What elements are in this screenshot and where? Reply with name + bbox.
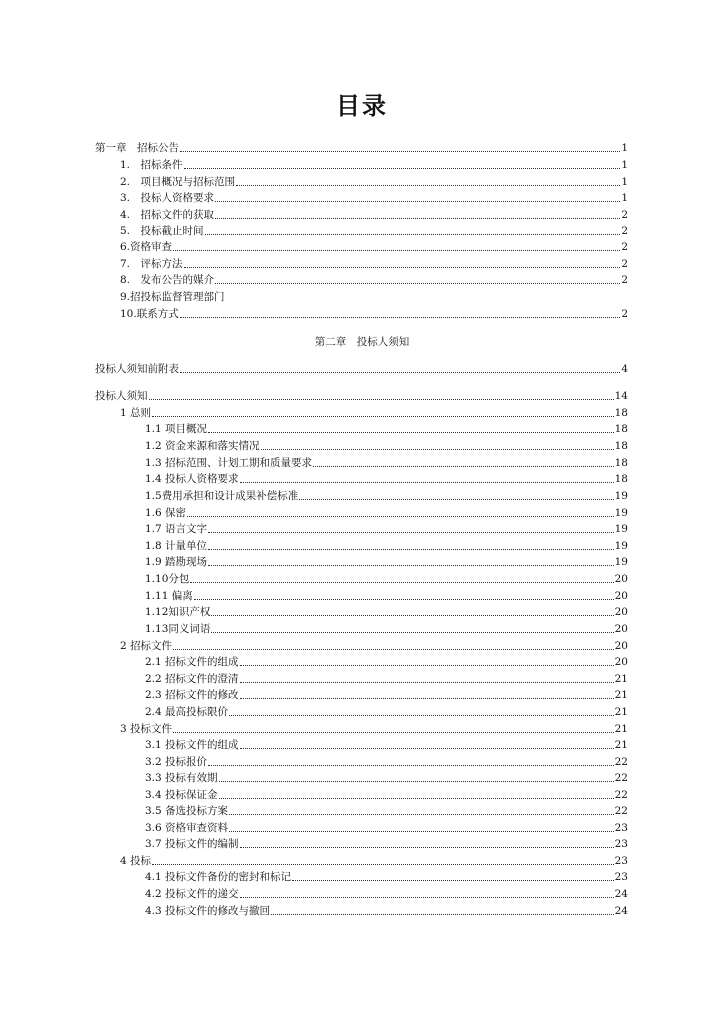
- leader-dots: [173, 732, 614, 733]
- toc-entry-text: 1.11 偏离: [145, 590, 193, 602]
- toc-entry-page: 21: [614, 673, 628, 685]
- leader-dots: [236, 185, 620, 186]
- toc-entry[interactable]: [145, 555, 628, 569]
- toc-entry-page: 21: [614, 689, 628, 701]
- toc-entry[interactable]: [120, 191, 628, 205]
- toc-entry[interactable]: [120, 854, 628, 868]
- toc-entry-text: 4 投标: [120, 855, 152, 867]
- toc-entry[interactable]: [145, 821, 628, 835]
- toc-entry-text: 1.6 保密: [145, 507, 187, 519]
- toc-entry-text: 第一章 招标公告: [95, 142, 179, 154]
- toc-entry[interactable]: [145, 422, 628, 436]
- leader-dots: [240, 897, 614, 898]
- leader-dots: [313, 466, 614, 467]
- leader-dots: [205, 234, 621, 235]
- toc-entry-page: 4: [621, 363, 628, 375]
- leader-dots: [292, 880, 614, 881]
- toc-entry-page: 22: [614, 805, 628, 817]
- leader-dots: [211, 615, 613, 616]
- leader-dots: [180, 372, 620, 373]
- toc-entry[interactable]: [120, 257, 628, 271]
- toc-entry-page: 19: [614, 540, 628, 552]
- toc-entry-text: 3. 投标人资格要求: [120, 192, 215, 204]
- leader-dots: [194, 599, 614, 600]
- leader-dots: [299, 499, 613, 500]
- toc-entry-page: 20: [614, 573, 628, 585]
- toc-entry-page: 19: [614, 490, 628, 502]
- toc-entry-page: 18: [614, 440, 628, 452]
- toc-entry-text: 1.4 投标人资格要求: [145, 473, 239, 485]
- toc-entry[interactable]: [145, 539, 628, 553]
- leader-dots: [240, 698, 614, 699]
- leader-dots: [215, 218, 620, 219]
- toc-entry-text: 1. 招标条件: [120, 159, 183, 171]
- toc-entry-text: 4.3 投标文件的修改与撤回: [145, 905, 271, 917]
- toc-entry-text: 1.5费用承担和设计成果补偿标准: [145, 490, 299, 502]
- toc-entry-text: 1 总则: [120, 407, 152, 419]
- toc-entry[interactable]: [120, 722, 628, 736]
- toc-entry[interactable]: [145, 755, 628, 769]
- toc-entry[interactable]: [145, 837, 628, 851]
- toc-entry[interactable]: [120, 307, 628, 321]
- toc-entry-text: 1.1 项目概况: [145, 423, 208, 435]
- toc-entry-page: 21: [614, 723, 628, 735]
- toc-entry-text: 2.2 招标文件的澄清: [145, 673, 239, 685]
- toc-entry-text: 3.2 投标报价: [145, 756, 208, 768]
- toc-entry-text: 3.1 投标文件的组成: [145, 739, 239, 751]
- toc-entry[interactable]: [145, 439, 628, 453]
- toc-entry-text: 2 招标文件: [120, 640, 173, 652]
- toc-entry[interactable]: [145, 655, 628, 669]
- toc-entry-text: 1.10分包: [145, 573, 190, 585]
- toc-entry-page: 20: [614, 606, 628, 618]
- toc-entry-page: 1: [621, 142, 628, 154]
- toc-entry[interactable]: [120, 639, 628, 653]
- toc-entry-page: 1: [621, 192, 628, 204]
- leader-dots: [180, 317, 621, 318]
- leader-dots: [211, 632, 613, 633]
- toc-entry-text: 3.3 投标有效期: [145, 772, 218, 784]
- toc-entry[interactable]: [145, 605, 628, 619]
- leader-dots: [240, 665, 614, 666]
- toc-entry-page: 14: [614, 390, 628, 402]
- leader-dots: [173, 649, 614, 650]
- leader-dots: [173, 250, 620, 251]
- toc-entry-text: 5. 投标截止时间: [120, 225, 204, 237]
- toc-entry-text: 4.1 投标文件备份的密封和标记: [145, 871, 292, 883]
- toc-entry-page: 2: [621, 258, 628, 270]
- toc-entry-page: 21: [614, 739, 628, 751]
- toc-entry[interactable]: [145, 472, 628, 486]
- toc-entry[interactable]: [145, 688, 628, 702]
- toc-entry[interactable]: [145, 788, 628, 802]
- leader-dots: [240, 847, 614, 848]
- leader-dots: [187, 516, 614, 517]
- toc-entry-text: 2. 项目概况与招标范围: [120, 176, 236, 188]
- toc-entry-page: 18: [614, 457, 628, 469]
- leader-dots: [215, 283, 620, 284]
- toc-entry-page: 23: [614, 855, 628, 867]
- toc-entry-text: 1.13同义词语: [145, 623, 211, 635]
- toc-entry[interactable]: [120, 224, 628, 238]
- page-title: 目录: [336, 92, 388, 120]
- chapter-heading: 第二章 投标人须知: [314, 336, 410, 348]
- toc-entry-page: 24: [614, 888, 628, 900]
- leader-dots: [190, 582, 613, 583]
- leader-dots: [208, 432, 614, 433]
- toc-entry[interactable]: [95, 141, 628, 155]
- toc-entry-page: 18: [614, 407, 628, 419]
- toc-entry[interactable]: [145, 522, 628, 536]
- toc-entry[interactable]: [145, 887, 628, 901]
- toc-entry-page: 22: [614, 789, 628, 801]
- toc-entry[interactable]: [120, 290, 225, 304]
- toc-entry-text: 投标人须知前附表: [95, 363, 179, 375]
- toc-entry-page: 20: [614, 623, 628, 635]
- toc-entry[interactable]: [95, 389, 628, 403]
- toc-entry-text: 6.资格审查: [120, 241, 173, 253]
- leader-dots: [261, 449, 614, 450]
- toc-entry-page: 1: [621, 159, 628, 171]
- toc-entry-text: 1.12知识产权: [145, 606, 211, 618]
- toc-entry-text: 8. 发布公告的媒介: [120, 274, 215, 286]
- toc-entry-text: 10.联系方式: [120, 308, 179, 320]
- toc-entry[interactable]: [145, 672, 628, 686]
- toc-entry[interactable]: [120, 273, 628, 287]
- leader-dots: [240, 682, 614, 683]
- leader-dots: [149, 399, 614, 400]
- leader-dots: [229, 814, 614, 815]
- toc-entry-page: 20: [614, 656, 628, 668]
- leader-dots: [240, 482, 614, 483]
- toc-entry-text: 2.3 招标文件的修改: [145, 689, 239, 701]
- leader-dots: [240, 748, 614, 749]
- toc-entry-page: 23: [614, 871, 628, 883]
- toc-entry-page: 20: [614, 590, 628, 602]
- toc-entry-page: 2: [621, 274, 628, 286]
- toc-entry-text: 1.8 计量单位: [145, 540, 208, 552]
- toc-entry-page: 1: [621, 176, 628, 188]
- leader-dots: [152, 864, 614, 865]
- toc-entry[interactable]: [145, 904, 628, 918]
- toc-entry-text: 3 投标文件: [120, 723, 173, 735]
- toc-entry-page: 24: [614, 905, 628, 917]
- toc-entry[interactable]: [120, 208, 628, 222]
- toc-entry[interactable]: [120, 406, 628, 420]
- toc-entry-text: 1.7 语言文字: [145, 523, 208, 535]
- toc-entry-page: 21: [614, 706, 628, 718]
- toc-entry-page: 23: [614, 822, 628, 834]
- toc-entry[interactable]: [145, 489, 628, 503]
- toc-entry[interactable]: [95, 362, 628, 376]
- leader-dots: [184, 168, 621, 169]
- toc-entry-page: 18: [614, 423, 628, 435]
- leader-dots: [271, 914, 614, 915]
- toc-entry[interactable]: [145, 456, 628, 470]
- toc-entry-page: 23: [614, 838, 628, 850]
- toc-entry-page: 22: [614, 756, 628, 768]
- leader-dots: [215, 201, 620, 202]
- toc-entry-page: 19: [614, 523, 628, 535]
- toc-entry-text: 1.9 踏勘现场: [145, 556, 208, 568]
- toc-entry-page: 22: [614, 772, 628, 784]
- toc-entry-page: 19: [614, 556, 628, 568]
- leader-dots: [208, 765, 614, 766]
- toc-entry[interactable]: [145, 622, 628, 636]
- toc-entry-text: 7. 评标方法: [120, 258, 183, 270]
- toc-entry-text: 3.5 备选投标方案: [145, 805, 229, 817]
- leader-dots: [229, 715, 614, 716]
- toc-entry-text: 1.2 资金来源和落实情况: [145, 440, 260, 452]
- toc-entry-text: 3.6 资格审查资料: [145, 822, 229, 834]
- toc-entry-page: 2: [621, 225, 628, 237]
- toc-entry[interactable]: [145, 804, 628, 818]
- toc-entry[interactable]: [145, 572, 628, 586]
- leader-dots: [208, 532, 614, 533]
- toc-entry-page: 2: [621, 308, 628, 320]
- toc-entry[interactable]: [145, 870, 628, 884]
- toc-entry-text: 2.4 最高投标限价: [145, 706, 229, 718]
- toc-entry-text: 1.3 招标范围、计划工期和质量要求: [145, 457, 313, 469]
- toc-entry[interactable]: [145, 705, 628, 719]
- leader-dots: [219, 798, 614, 799]
- toc-entry-page: 2: [621, 241, 628, 253]
- toc-entry-text: 3.7 投标文件的编制: [145, 838, 239, 850]
- toc-entry[interactable]: [145, 771, 628, 785]
- toc-entry-text: 9.招投标监督管理部门: [120, 291, 225, 303]
- toc-entry-page: 18: [614, 473, 628, 485]
- leader-dots: [184, 267, 621, 268]
- toc-entry[interactable]: [120, 158, 628, 172]
- leader-dots: [208, 565, 614, 566]
- toc-entry-page: 2: [621, 209, 628, 221]
- toc-entry-page: 20: [614, 640, 628, 652]
- toc-entry[interactable]: [145, 738, 628, 752]
- leader-dots: [219, 781, 614, 782]
- leader-dots: [180, 151, 620, 152]
- toc-entry-text: 4.2 投标文件的递交: [145, 888, 239, 900]
- toc-entry-page: 19: [614, 507, 628, 519]
- toc-entry-text: 投标人须知: [95, 390, 148, 402]
- leader-dots: [208, 549, 614, 550]
- toc-entry[interactable]: [145, 506, 628, 520]
- toc-entry[interactable]: [120, 240, 628, 254]
- toc-entry-text: 4. 招标文件的获取: [120, 209, 215, 221]
- leader-dots: [229, 831, 614, 832]
- toc-entry[interactable]: [120, 175, 628, 189]
- toc-entry-text: 2.1 招标文件的组成: [145, 656, 239, 668]
- toc-entry-text: 3.4 投标保证金: [145, 789, 218, 801]
- leader-dots: [152, 416, 614, 417]
- toc-entry[interactable]: [145, 589, 628, 603]
